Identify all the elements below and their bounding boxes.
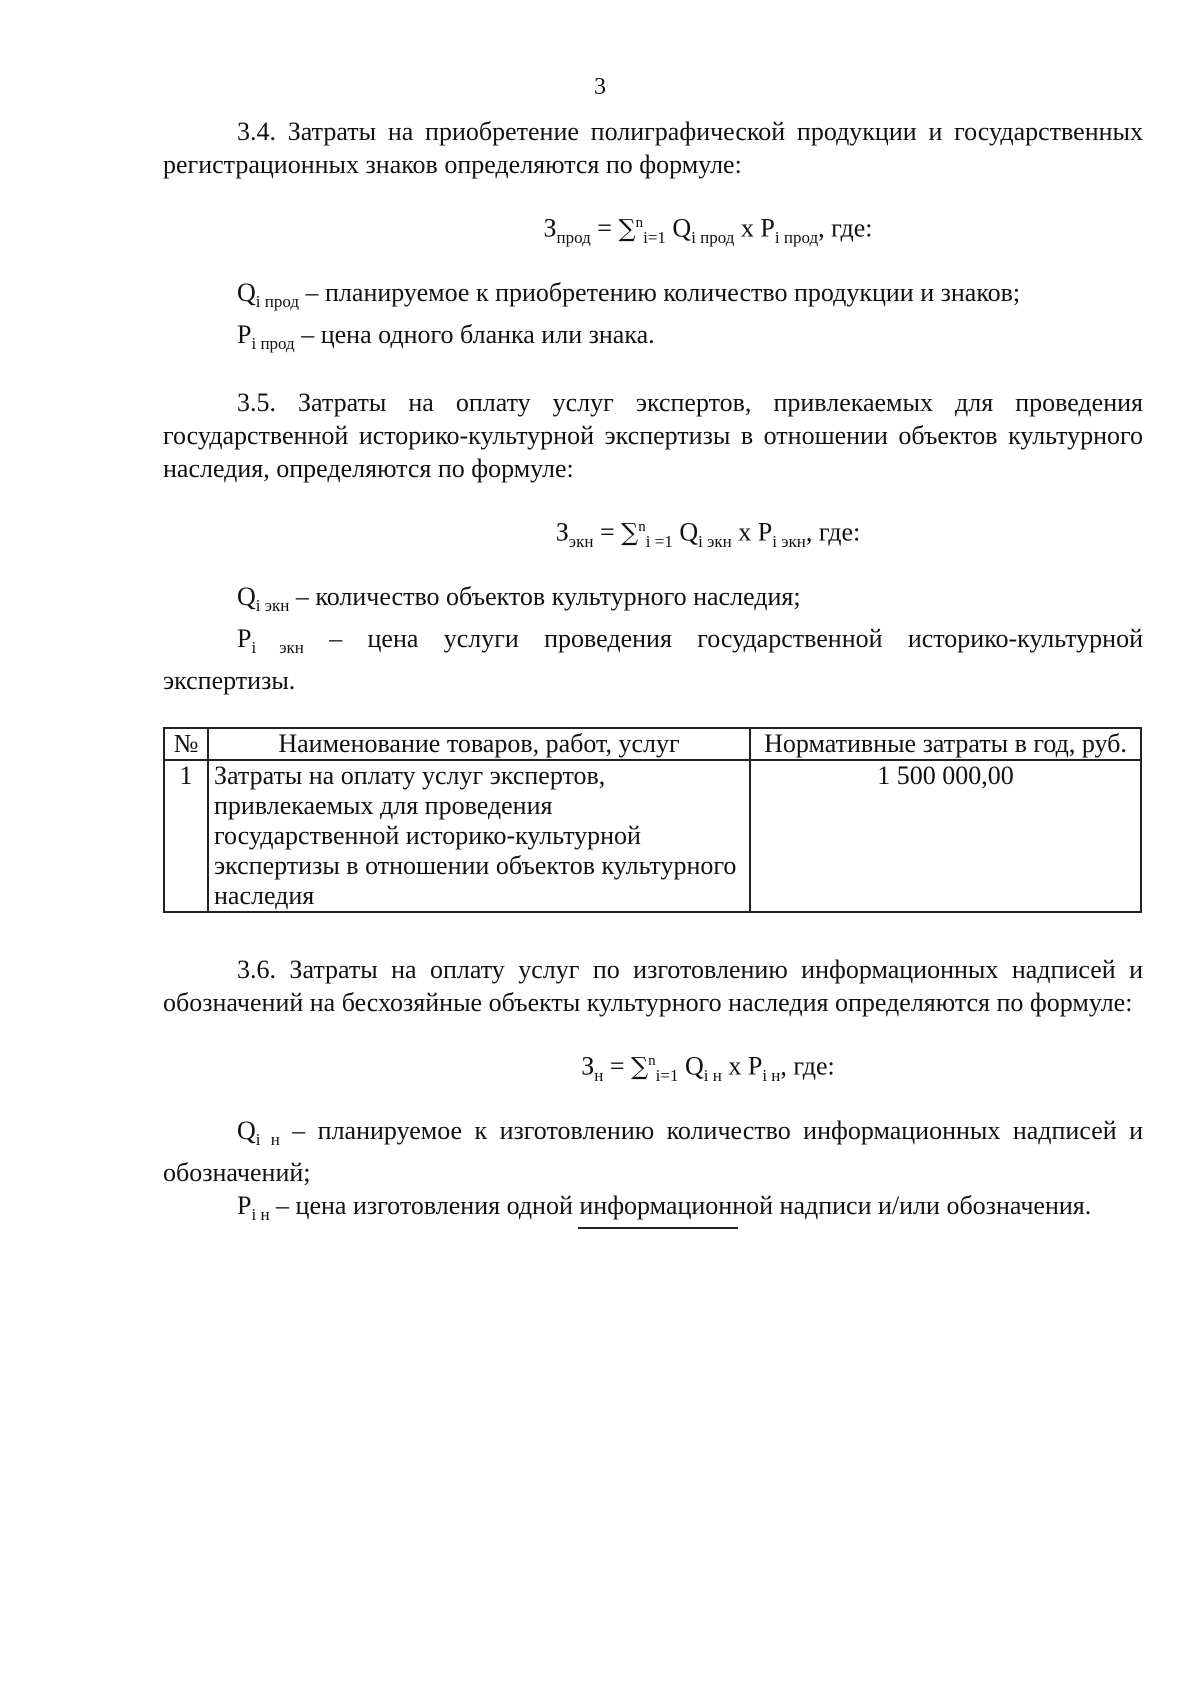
formula-q: Q bbox=[665, 213, 692, 243]
formula-3-6 bbox=[163, 1045, 1143, 1092]
def-symbol: Q bbox=[237, 277, 256, 307]
formula-q-sub: i экн bbox=[698, 532, 732, 552]
formula-lhs-sub: н bbox=[594, 1066, 604, 1086]
def-text: – цена услуги проведения государственной историко-культурной экспертизы. bbox=[163, 624, 1143, 696]
formula-p: P bbox=[760, 213, 775, 243]
formula-q-sub: i прод bbox=[691, 227, 735, 247]
table-header-row bbox=[164, 728, 1141, 760]
formula-x: x bbox=[721, 1052, 748, 1082]
formula-eq: = bbox=[590, 213, 619, 243]
formula-eq: = bbox=[603, 1052, 632, 1082]
formula-x: x bbox=[731, 517, 758, 547]
end-divider bbox=[578, 1227, 738, 1229]
header-number: № bbox=[164, 728, 208, 760]
def-text: – цена изготовления одной информационной надписи и/или обозначения. bbox=[269, 1191, 1092, 1221]
formula-eq: = bbox=[593, 517, 622, 547]
def-symbol: Q bbox=[237, 582, 256, 612]
formula-q: Q bbox=[672, 517, 699, 547]
def-text: – планируемое к приобретению количество продукции и знаков; bbox=[299, 277, 1021, 307]
def-text: – планируемое к изготовлению количество информационных надписей и обозначений; bbox=[163, 1116, 1143, 1188]
formula-p: P bbox=[747, 1052, 763, 1082]
sum-symbol: ∑ bbox=[621, 518, 639, 547]
sum-sup: n bbox=[648, 1053, 656, 1070]
page-number: 3 bbox=[594, 74, 606, 100]
definitions-3-6 bbox=[163, 1114, 1143, 1231]
def-symbol-sub: i экн bbox=[251, 638, 304, 658]
formula-tail: , где: bbox=[818, 213, 873, 243]
formula-p-sub: i прод bbox=[774, 227, 819, 247]
sum-sup: n bbox=[638, 519, 646, 536]
formula-p-sub: i н bbox=[762, 1066, 781, 1086]
sum-symbol: ∑ bbox=[631, 1053, 649, 1082]
definition-p bbox=[163, 318, 1143, 360]
def-symbol: P bbox=[237, 1191, 252, 1221]
definition-q bbox=[163, 580, 1143, 622]
formula-3-4 bbox=[163, 207, 1143, 254]
definition-p bbox=[163, 1189, 1143, 1231]
header-cost: Нормативные затраты в год, руб. bbox=[750, 728, 1141, 760]
definitions-3-4 bbox=[163, 276, 1143, 360]
definition-q bbox=[163, 276, 1143, 318]
def-symbol-sub: i прод bbox=[255, 292, 300, 312]
definition-p bbox=[163, 622, 1143, 697]
formula-p-sub: i экн bbox=[772, 532, 806, 552]
formula-lhs: З bbox=[543, 213, 557, 243]
def-symbol: P bbox=[237, 320, 252, 350]
def-symbol: P bbox=[237, 624, 252, 654]
cost-table bbox=[163, 727, 1142, 913]
section-3-5-text: 3.5. Затраты на оплату услуг экспертов, привлекаемых для проведения государственной историко-культурной экспертизы в отношении объектов культурного наследия, определяются по формуле: bbox=[163, 388, 1143, 484]
sum-sup: n bbox=[635, 215, 644, 231]
sum-sub: i=1 bbox=[643, 227, 666, 247]
section-3-6-text: 3.6. Затраты на оплату услуг по изготовлению информационных надписей и обозначений на бесхозяйные объекты культурного наследия определяются по формуле: bbox=[163, 955, 1143, 1018]
definition-q bbox=[163, 1114, 1143, 1189]
def-symbol-sub: i н bbox=[251, 1205, 270, 1225]
def-text: – цена одного бланка или знака. bbox=[294, 320, 655, 350]
document-body bbox=[163, 115, 1143, 1232]
formula-lhs: З bbox=[555, 517, 569, 547]
def-symbol-sub: i н bbox=[255, 1130, 280, 1150]
formula-lhs-sub: прод bbox=[556, 227, 591, 247]
formula-q: Q bbox=[678, 1052, 704, 1082]
def-symbol: Q bbox=[237, 1116, 256, 1146]
formula-3-5 bbox=[163, 511, 1143, 558]
formula-lhs-sub: экн bbox=[568, 532, 594, 552]
def-text: – количество объектов культурного наследия; bbox=[289, 582, 801, 612]
formula-tail: , где: bbox=[805, 517, 861, 547]
formula-tail: , где: bbox=[780, 1052, 835, 1082]
formula-lhs: З bbox=[581, 1052, 595, 1082]
formula-p: P bbox=[757, 517, 773, 547]
sum-symbol: ∑ bbox=[618, 214, 636, 243]
def-symbol-sub: i прод bbox=[251, 334, 295, 354]
sum-sub: i =1 bbox=[645, 532, 673, 552]
definitions-3-5 bbox=[163, 580, 1143, 697]
formula-q-sub: i н bbox=[703, 1066, 722, 1086]
formula-x: x bbox=[734, 213, 761, 243]
header-name: Наименование товаров, работ, услуг bbox=[208, 728, 750, 760]
cell-name: Затраты на оплату услуг экспертов, привлекаемых для проведения государственной историко-культурной экспертизы в отношении объектов культурного наследия bbox=[208, 760, 750, 912]
cell-number: 1 bbox=[164, 760, 208, 912]
section-3-4-text: 3.4. Затраты на приобретение полиграфической продукции и государственных регистрационных знаков определяются по формуле: bbox=[163, 117, 1143, 179]
def-symbol-sub: i экн bbox=[255, 596, 290, 616]
table-row bbox=[164, 760, 1141, 912]
sum-sub: i=1 bbox=[655, 1066, 679, 1086]
cell-cost: 1 500 000,00 bbox=[750, 760, 1141, 912]
